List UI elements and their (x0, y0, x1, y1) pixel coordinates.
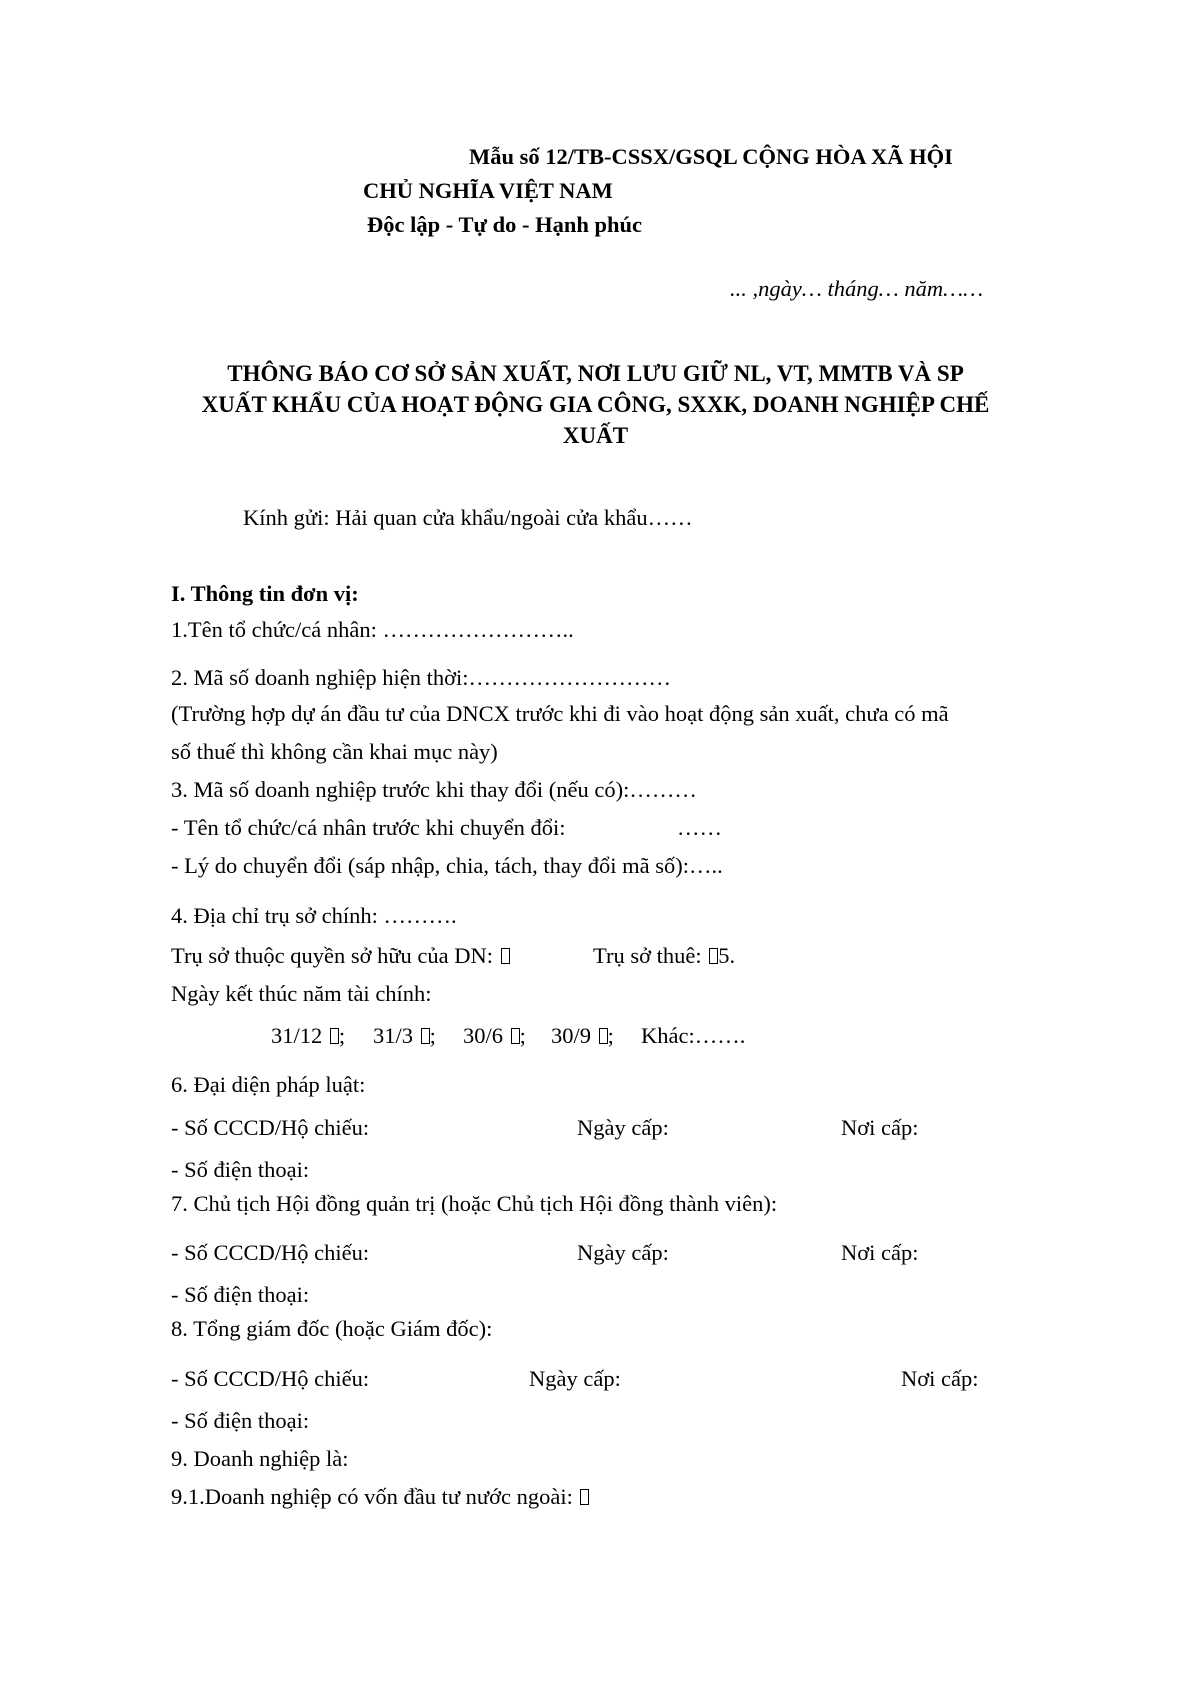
director-id-label: - Số CCCD/Hộ chiếu: (171, 1366, 370, 1391)
fiscal-31-3-checkbox[interactable] (421, 1028, 430, 1044)
item-5-number: 5. (718, 943, 736, 968)
fiscal-year-end-label: Ngày kết thúc năm tài chính: (171, 981, 432, 1006)
legal-rep-phone-label: - Số điện thoại: (171, 1157, 310, 1182)
fiscal-option-30-9 (551, 1025, 614, 1048)
rented-office-label: Trụ sở thuê: (593, 943, 702, 968)
item-3-change-reason: - Lý do chuyển đổi (sáp nhập, chia, tách, thay đổi mã số):….. (171, 853, 723, 878)
item-6-legal-rep: 6. Đại diện pháp luật: (171, 1072, 366, 1097)
fiscal-option-label: 31/12 (271, 1023, 323, 1048)
item-3-previous-code: 3. Mã số doanh nghiệp trước khi thay đổi (nếu có):……… (171, 777, 697, 802)
separator: ; (429, 1023, 436, 1048)
item-2-tax-code: 2. Mã số doanh nghiệp hiện thời:……………………… (171, 665, 671, 690)
fiscal-option-31-12 (271, 1025, 345, 1048)
foreign-invested-label: 9.1.Doanh nghiệp có vốn đầu tư nước ngoài: (171, 1484, 573, 1509)
fiscal-option-30-6 (463, 1025, 526, 1048)
chairman-issue-date-label: Ngày cấp: (577, 1240, 669, 1265)
recipient-line: Kính gửi: Hải quan cửa khẩu/ngoài cửa khẩu…… (243, 505, 693, 530)
director-issue-place-label: Nơi cấp: (901, 1366, 979, 1391)
item-3-previous-name (171, 817, 566, 840)
fiscal-option-other: Khác:……. (641, 1023, 746, 1048)
legal-rep-issue-date-label: Ngày cấp: (577, 1115, 669, 1140)
separator: ; (607, 1023, 614, 1048)
fiscal-31-12-checkbox[interactable] (330, 1028, 339, 1044)
previous-name-label: - Tên tổ chức/cá nhân trước khi chuyển đổi: (171, 815, 566, 840)
item-2-note-line2: số thuế thì không cần khai mục này) (171, 739, 498, 764)
foreign-invested-checkbox[interactable] (580, 1489, 589, 1505)
fiscal-option-31-3 (373, 1025, 436, 1048)
fiscal-option-label: 30/9 (551, 1023, 592, 1048)
rented-office-option (593, 945, 735, 968)
chairman-issue-place-label: Nơi cấp: (841, 1240, 919, 1265)
chairman-phone-label: - Số điện thoại: (171, 1282, 310, 1307)
chairman-id-label: - Số CCCD/Hộ chiếu: (171, 1240, 370, 1265)
director-issue-date-label: Ngày cấp: (529, 1366, 621, 1391)
owned-office-checkbox[interactable] (501, 948, 510, 964)
fiscal-30-6-checkbox[interactable] (511, 1028, 520, 1044)
item-2-note-line1: (Trường hợp dự án đầu tư của DNCX trước khi đi vào hoạt động sản xuất, chưa có mã (171, 701, 949, 726)
director-phone-label: - Số điện thoại: (171, 1408, 310, 1433)
date-placeholder: ... ,ngày… tháng… năm…… (730, 276, 984, 301)
document-title-line2: XUẤT KHẨU CỦA HOẠT ĐỘNG GIA CÔNG, SXXK, DOANH NGHIỆP CHẾ (201, 392, 990, 417)
item-4-address: 4. Địa chỉ trụ sở chính: ………. (171, 903, 457, 928)
separator: ; (338, 1023, 346, 1048)
item-8-director: 8. Tổng giám đốc (hoặc Giám đốc): (171, 1316, 493, 1341)
legal-rep-id-label: - Số CCCD/Hộ chiếu: (171, 1115, 370, 1140)
separator: ; (519, 1023, 526, 1048)
owned-office-label: Trụ sở thuộc quyền sở hữu của DN: (171, 943, 494, 968)
country-name-line2: CHỦ NGHĨA VIỆT NAM (363, 178, 613, 203)
fiscal-30-9-checkbox[interactable] (599, 1028, 608, 1044)
document-title-line1: THÔNG BÁO CƠ SỞ SẢN XUẤT, NƠI LƯU GIỮ NL, VT, MMTB VÀ SP (227, 361, 964, 386)
owned-office-option (171, 945, 510, 968)
legal-rep-issue-place-label: Nơi cấp: (841, 1115, 919, 1140)
document-title-line3: XUẤT (562, 423, 629, 448)
item-9-enterprise-type: 9. Doanh nghiệp là: (171, 1446, 349, 1471)
previous-name-value: …… (677, 815, 722, 840)
item-1-name: 1.Tên tổ chức/cá nhân: …………………….. (171, 617, 574, 642)
item-7-chairman: 7. Chủ tịch Hội đồng quản trị (hoặc Chủ tịch Hội đồng thành viên): (171, 1191, 778, 1216)
fiscal-option-label: 31/3 (373, 1023, 414, 1048)
item-9-1-foreign-invested (171, 1486, 589, 1509)
fiscal-option-label: 30/6 (463, 1023, 504, 1048)
form-number-header: Mẫu số 12/TB-CSSX/GSQL CỘNG HÒA XÃ HỘI (469, 144, 953, 169)
national-motto: Độc lập - Tự do - Hạnh phúc (367, 212, 643, 237)
section-heading: I. Thông tin đơn vị: (171, 581, 359, 606)
rented-office-checkbox[interactable] (709, 948, 718, 964)
